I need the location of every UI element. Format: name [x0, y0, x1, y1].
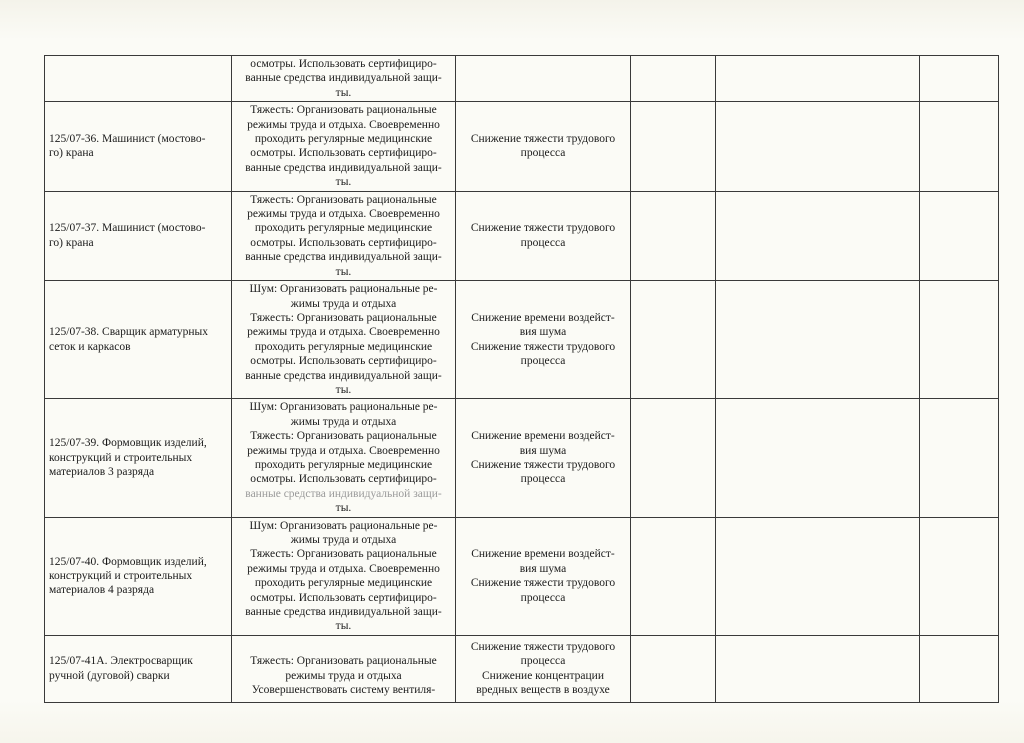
measure-line: ванные средства индивидуальной защи- [245, 161, 442, 174]
measure-line: проходить регулярные медицинские [254, 340, 433, 353]
measure-line: осмотры. Использовать сертифициро- [250, 236, 437, 249]
measure-line: осмотры. Использовать сертифициро- [250, 147, 437, 160]
table-row [45, 517, 999, 635]
measure-line: ты. [335, 176, 352, 189]
table-row [45, 102, 999, 191]
measures-cell [232, 56, 456, 102]
goal-cell: Снижение времени воздейст- вия шума Снижение тяжести трудового процесса [456, 399, 631, 517]
measure-line [236, 640, 451, 654]
measure-line: осмотры. Использовать сертифициро- [250, 591, 437, 604]
deadline-cell [631, 399, 716, 517]
measure-line: Усовершенствовать систему вентиля- [251, 684, 436, 697]
table-row [45, 281, 999, 399]
measures-cell [232, 102, 456, 191]
measure-line: проходить регулярные медицинские [254, 577, 433, 590]
measure-line: Шум: Организовать рациональные ре- [249, 283, 438, 296]
note-cell [920, 191, 999, 280]
workplace-cell: 125/07-36. Машинист (мостово- го) крана [45, 102, 232, 191]
measure-line: Тяжесть: Организовать рациональные [250, 104, 437, 117]
measure-line: жимы труда и отдыха [290, 415, 397, 428]
measure-line: Тяжесть: Организовать рациональные [250, 548, 437, 561]
goal-cell: Снижение времени воздейст- вия шума Снижение тяжести трудового процесса [456, 517, 631, 635]
measure-line: режимы труда и отдыха. Своевременно [247, 444, 440, 457]
measure-line: ты. [335, 502, 352, 515]
note-cell [920, 281, 999, 399]
measure-line: жимы труда и отдыха [290, 297, 397, 310]
deadline-cell [631, 56, 716, 102]
measure-line: режимы труда и отдыха. Своевременно [247, 326, 440, 339]
note-cell [920, 56, 999, 102]
measure-line: ты. [335, 620, 352, 633]
deadline-cell [631, 281, 716, 399]
table-row [45, 399, 999, 517]
measure-line: режимы труда и отдыха [285, 669, 402, 682]
measure-line: ты. [335, 383, 352, 396]
department-cell [716, 56, 920, 102]
workplace-cell: 125/07-39. Формовщик изделий, конструкций и строительных материалов 3 разряда [45, 399, 232, 517]
workplace-cell: 125/07-40. Формовщик изделий, конструкций и строительных материалов 4 разряда [45, 517, 232, 635]
measure-line: Шум: Организовать рациональные ре- [249, 401, 438, 414]
measure-line: ты. [335, 265, 352, 278]
department-cell [716, 517, 920, 635]
table-row [45, 191, 999, 280]
measure-line: проходить регулярные медицинские [254, 133, 433, 146]
department-cell [716, 191, 920, 280]
department-cell [716, 102, 920, 191]
goal-cell: Снижение тяжести трудового процесса [456, 191, 631, 280]
measures-cell [232, 399, 456, 517]
table-row [45, 635, 999, 702]
measures-cell [232, 191, 456, 280]
measure-line: режимы труда и отдыха. Своевременно [247, 208, 440, 221]
deadline-cell [631, 191, 716, 280]
measure-line: жимы труда и отдыха [290, 534, 397, 546]
measure-line: проходить регулярные медицинские [254, 458, 433, 471]
measure-line: ты. [335, 86, 352, 99]
goal-cell: Снижение тяжести трудового процесса Снижение концентрации вредных веществ в воздухе [456, 635, 631, 702]
measures-cell [232, 635, 456, 702]
measure-line: ванные средства индивидуальной защи- [245, 606, 442, 619]
note-cell [920, 635, 999, 702]
goal-cell: Снижение времени воздейст- вия шума Снижение тяжести трудового процесса [456, 281, 631, 399]
measures-cell [232, 517, 456, 635]
measure-line: Тяжесть: Организовать рациональные [250, 311, 437, 324]
goal-cell [456, 56, 631, 102]
measure-line: Тяжесть: Организовать рациональные [250, 655, 437, 668]
workplace-cell: 125/07-37. Машинист (мостово- го) крана [45, 191, 232, 280]
measure-line: проходить регулярные медицинские [254, 222, 433, 235]
measure-line: осмотры. Использовать сертифициро- [250, 58, 437, 70]
measure-line: ванные средства индивидуальной защи- [245, 72, 442, 85]
note-cell [920, 399, 999, 517]
department-cell [716, 281, 920, 399]
note-cell [920, 102, 999, 191]
measures-cell [232, 281, 456, 399]
workplace-cell: 125/07-41А. Электросварщик ручной (дуговой) сварки [45, 635, 232, 702]
measure-line: Тяжесть: Организовать рациональные [250, 193, 437, 206]
deadline-cell [631, 517, 716, 635]
measure-line: Шум: Организовать рациональные ре- [249, 519, 438, 532]
measure-line: режимы труда и отдыха. Своевременно [247, 562, 440, 575]
note-cell [920, 517, 999, 635]
measure-line: режимы труда и отдыха. Своевременно [247, 118, 440, 131]
workplace-cell [45, 56, 232, 102]
measure-line: ванные средства индивидуальной защи- [245, 487, 442, 500]
deadline-cell [631, 102, 716, 191]
department-cell [716, 399, 920, 517]
goal-cell: Снижение тяжести трудового процесса [456, 102, 631, 191]
measure-line: Тяжесть: Организовать рациональные [250, 430, 437, 443]
department-cell [716, 635, 920, 702]
deadline-cell [631, 635, 716, 702]
workplace-cell: 125/07-38. Сварщик арматурных сеток и каркасов [45, 281, 232, 399]
measure-line: ванные средства индивидуальной защи- [245, 369, 442, 382]
measure-line: осмотры. Использовать сертифициро- [250, 355, 437, 368]
table-row [45, 56, 999, 102]
measure-line: ванные средства индивидуальной защи- [245, 251, 442, 264]
measure-line: осмотры. Использовать сертифициро- [250, 473, 437, 486]
measures-table [44, 55, 999, 703]
